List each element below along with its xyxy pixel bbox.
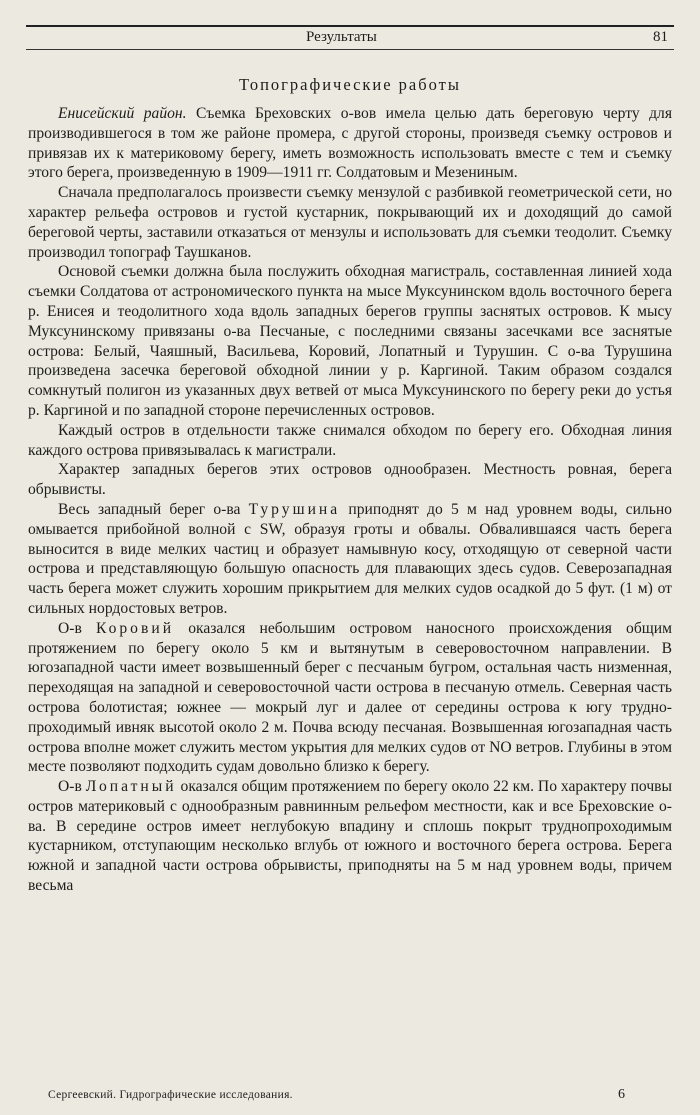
paragraph-text: Сначала предполагалось произвести съемку мензулой с разбивкой геометрической сети, но характер рельефа островов и густой кустарник, покрывающий их и доходящий до самой береговой черты, заставили отказаться от мензулы и использовать для съемки теодолит. Съемку производил топограф Таушканов. <box>28 184 672 261</box>
paragraph <box>28 183 672 262</box>
paragraph <box>28 421 672 461</box>
signature-mark: 6 <box>618 1087 625 1102</box>
paragraph-text: оказался общим протяжением по берегу около 22 км. По характеру почвы остров материковый с однообразным равнинным рельефом местности, как и все Бреховские о-ва. В середине остров имеет неглубокую впадину и сплошь покрыт труднопроходимым кустарником, отступающим несколько вглубь от южного и восточного берега острова. Берега южной и западной части острова обрывисты, приподняты на 5 м над уровнем воды, причем весьма <box>28 778 672 895</box>
page-number: 81 <box>653 29 668 45</box>
paragraph-text: Основой съемки должна была послужить обходная магистраль, составленная линией хода съемки Солдатова от астрономического пункта на мысе Муксунинском вдоль восточного берега р. Енисея и теодолитного хода вдоль западных берегов группы заснятых островов. К мысу Муксунинскому привязаны о-ва Песчаные, с последними связаны засечками все заснятые острова: Белый, Чаяшный, Васильева, Коровий, Лопатный и Турушин. С о-ва Турушина произведена засечка береговой обходной линии у р. Каргиной. Таким образом создался сомкнутый полигон из указанных двух ветвей от мыса Муксунинского по берегу реки до устья р. Каргиной и по западной стороне перечисленных островов. <box>28 263 672 419</box>
paragraph-pre: Весь западный берег о-ва <box>58 500 249 518</box>
paragraph-pre: О-в <box>58 778 86 796</box>
island-name: Лопатный <box>85 778 177 796</box>
running-title: Результаты <box>306 29 377 45</box>
paragraph <box>28 460 672 500</box>
paragraph <box>28 104 672 183</box>
header-top-rule <box>26 25 674 27</box>
paragraph-text: Каждый остров в отдельности также снимался обходом по берегу его. Обходная линия каждого острова привязывалась к магистрали. <box>28 421 672 459</box>
paragraph-text: приподнят до 5 м над уровнем воды, сильно омывается прибойной волной с SW, образуя гроты и обвалы. Обвалившаяся часть берега выносится в виде мелких частиц и образует намывную косу, отходящую от северной части острова и представляющую большую опасность для плавающих здесь судов. Северозападная часть берега может служить хорошим прикрытием для мелких судов осадкой до 5 фут. (1 м) от сильных нордостовых ветров. <box>28 500 672 617</box>
paragraph-text: Съемка Бреховских о-вов имела целью дать береговую черту для производившегося в том же районе промера, с другой стороны, произведя съемку островов и привязав их к материковому берегу, иметь возможность использовать вместе с тем и съемку этого берега, произведенную в 1909—1911 гг. Солдатовым и Мезениным. <box>28 105 672 182</box>
island-name: Турушина <box>248 500 341 518</box>
island-name: Коровий <box>95 619 175 637</box>
paragraph-lead: Енисейский район. <box>58 105 187 122</box>
paragraph <box>28 500 672 619</box>
page-body <box>28 104 672 896</box>
paragraph-text: Характер западных берегов этих островов однообразен. Местность ровная, берега обрывисты. <box>28 461 672 499</box>
footer-source: Сергеевский. Гидрографические исследования. <box>48 1089 293 1101</box>
section-title: Топографические работы <box>239 75 461 94</box>
paragraph-pre: О-в <box>58 619 96 637</box>
paragraph <box>28 777 672 896</box>
running-header <box>26 29 674 49</box>
paragraph-text: оказался небольшим островом наносного происхождения общим протяжением по берегу около 5 км и вытянутым в северовосточном направлении. В югозападной части имеет возвышенный берег с песчаным бугром, остальная часть низменная, переходящая на западной и северовосточной части острова в песчаную отмель. Северная часть острова болотистая; южнее — мокрый луг и далее от середины острова к югу трудно-проходимый ивняк высотой около 2 м. Почва всюду песчаная. Возвышенная югозападная часть острова вполне может служить местом укрытия для мелких судов от NO ветров. Глубины в этом месте позволяют подходить судам довольно близко к берегу. <box>28 619 673 776</box>
header-bottom-rule <box>26 49 674 50</box>
paragraph <box>28 262 672 420</box>
paragraph <box>28 619 672 777</box>
